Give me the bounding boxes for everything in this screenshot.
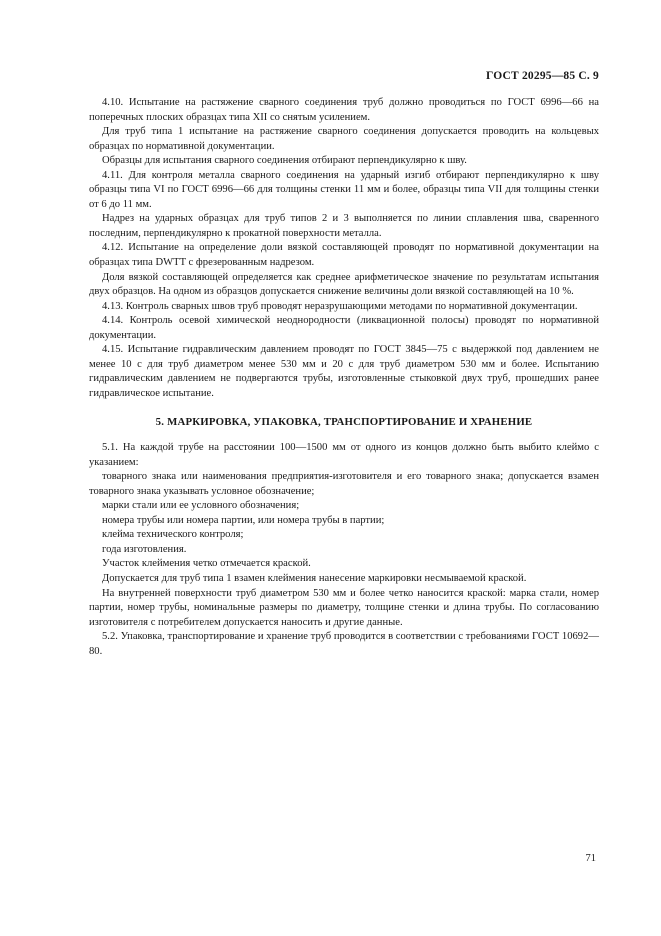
section-title: 5. МАРКИРОВКА, УПАКОВКА, ТРАНСПОРТИРОВАНИЕ И ХРАНЕНИЕ — [155, 416, 533, 429]
list-item: клейма технического контроля; — [102, 529, 244, 541]
document-body — [89, 96, 599, 659]
paragraph-4-14: 4.14. Контроль осевой химической неоднородности (ликвационной полосы) проводят по нормативной документации. — [89, 315, 599, 341]
paragraph-4-10-samples: Образцы для испытания сварного соединения отбирают перпендикулярно к шву. — [102, 155, 467, 167]
paragraph-4-13: 4.13. Контроль сварных швов труб проводят неразрушающими методами по нормативной документации. — [102, 300, 578, 312]
paragraph-4-10: 4.10. Испытание на растяжение сварного соединения труб должно проводиться по ГОСТ 6996—66 на поперечных плоских образцах типа XII со снятым усилением. — [89, 97, 599, 123]
paragraph-4-12-share: Доля вязкой составляющей определяется как среднее арифметическое значение по результатам испытания двух образцов. На одном из образцов допускается снижение величины доли вязкой составляющей на 10 %. — [89, 271, 599, 298]
page-header: ГОСТ 20295—85 С. 9 — [486, 70, 599, 82]
paragraph-5-1: 5.1. На каждой трубе на расстоянии 100—1500 мм от одного из концов должно быть выбито клеймо с указанием: — [89, 442, 599, 468]
paragraph-4-10-type1: Для труб типа 1 испытание на растяжение сварного соединения допускается проводить на кольцевых образцах по нормативной документации. — [89, 126, 599, 152]
paragraph-5-1-marking: Участок клеймения четко отмечается краской. — [102, 558, 311, 570]
paragraph-4-15: 4.15. Испытание гидравлическим давлением проводят по ГОСТ 3845—75 с выдержкой под давлением не менее 10 с для труб диаметром менее 530 мм и 20 с для труб диаметром 530 мм и более. Испытанию гидравлическим давлением не подвергаются трубы, изготовленные стыковкой двух труб, прошедших ранее гидравлическое испытание. — [89, 344, 599, 399]
list-item: года изготовления. — [102, 543, 187, 555]
list-item: товарного знака или наименования предприятия-изготовителя и его товарного знака; допускается взамен товарного знака указывать условное обозначение; — [89, 471, 599, 497]
page-number: 71 — [585, 853, 596, 864]
paragraph-4-11: 4.11. Для контроля металла сварного соединения на ударный изгиб отбирают перпендикулярно к шву образцы типа VI по ГОСТ 6996—66 для толщины стенки 11 мм и более, образцы типа VII для толщины стенки от 6 до 11 мм. — [89, 169, 599, 210]
paragraph-5-2: 5.2. Упаковка, транспортирование и хранение труб проводится в соответствии с требованиями ГОСТ 10692—80. — [89, 631, 599, 657]
list-item: номера трубы или номера партии, или номера трубы в партии; — [102, 514, 385, 526]
paragraph-4-12: 4.12. Испытание на определение доли вязкой составляющей проводят по нормативной документации на образцах типа DWTT с фрезерованным надрезом. — [89, 242, 599, 269]
paragraph-4-11-notch: Надрез на ударных образцах для труб типов 2 и 3 выполняется по линии сплавления шва, сваренного последним, перпендикулярно к прокатной поверхности металла. — [89, 213, 599, 239]
paragraph-5-1-paint: Допускается для труб типа 1 взамен клеймения нанесение маркировки несмываемой краской. — [102, 572, 527, 584]
list-item: марки стали или ее условного обозначения; — [102, 500, 300, 512]
paragraph-5-1-inner: На внутренней поверхности труб диаметром 530 мм и более четко наносится краской: марка стали, номер партии, номер трубы, номинальные размеры по диаметру, толщине стенки и длина трубы. По согласованию изготовителя с потребителем допускается наносить и другие данные. — [89, 587, 599, 628]
